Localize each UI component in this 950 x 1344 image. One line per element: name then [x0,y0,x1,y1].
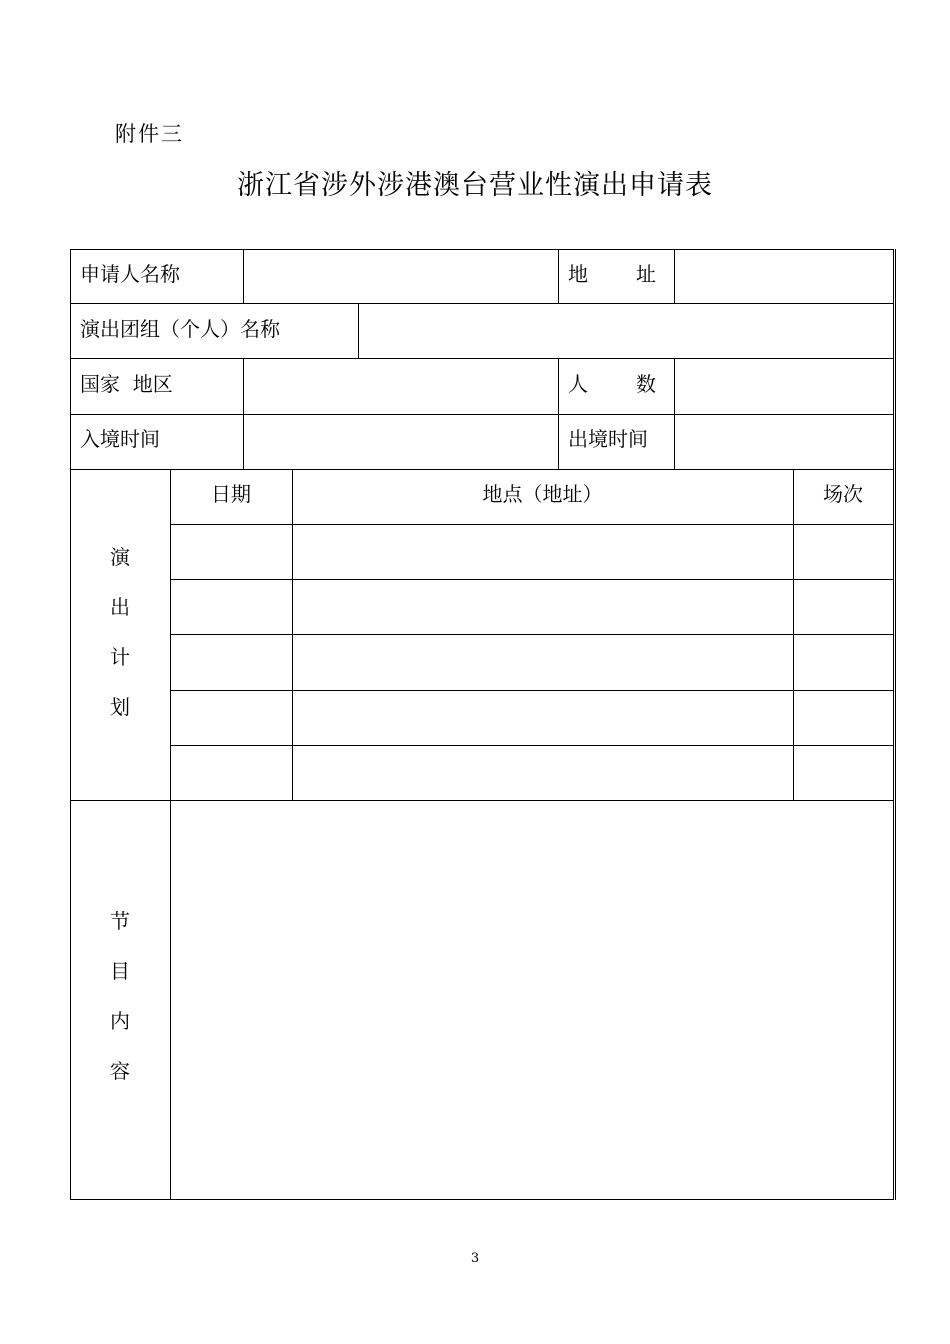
plan-sessions-cell[interactable] [794,525,892,578]
page-number: 3 [470,1251,480,1266]
entry-time-label: 入境时间 [80,427,160,451]
program-content-label: 节 目 内 容 [110,909,130,1083]
applicant-name-label: 申请人名称 [80,262,180,286]
address-label-char: 地 [568,262,588,286]
plan-date-cell[interactable] [171,691,291,744]
address-label [568,262,656,286]
headcount-field[interactable] [675,359,892,413]
exit-time-label: 出境时间 [568,427,648,451]
plan-location-cell[interactable] [293,746,792,799]
plan-location-cell[interactable] [293,635,792,689]
headcount-label-char: 人 [568,372,588,396]
attachment-label: 附件三 [115,122,184,146]
form-title: 浙江省涉外涉港澳台营业性演出申请表 [237,170,713,201]
plan-location-header: 地点（地址） [482,482,603,506]
address-label-char: 址 [636,262,656,286]
troupe-name-label: 演出团组（个人）名称 [80,317,280,341]
plan-date-cell[interactable] [171,525,291,578]
headcount-label [568,372,656,396]
plan-sessions-cell[interactable] [794,691,892,744]
plan-sessions-cell[interactable] [794,635,892,689]
headcount-label-char: 数 [636,372,656,396]
entry-time-field[interactable] [244,415,557,468]
plan-date-cell[interactable] [171,746,291,799]
program-content-field[interactable] [171,801,892,1198]
performance-plan-label: 演 出 计 划 [110,545,130,719]
plan-sessions-cell[interactable] [794,746,892,799]
country-region-field[interactable] [244,359,557,413]
plan-location-cell[interactable] [293,691,792,744]
plan-location-cell[interactable] [293,580,792,633]
plan-sessions-header: 场次 [823,482,863,506]
column-divider [558,358,559,469]
plan-sessions-cell[interactable] [794,580,892,633]
troupe-name-field[interactable] [359,304,892,357]
address-field[interactable] [675,250,892,302]
applicant-name-field[interactable] [244,250,557,302]
plan-date-cell[interactable] [171,580,291,633]
column-divider [558,249,559,303]
row-divider [70,469,894,470]
plan-date-cell[interactable] [171,635,291,689]
table-border-right [893,249,894,1200]
table-border-bottom [70,1199,894,1200]
table-border-right-double [895,249,896,1200]
exit-time-field[interactable] [675,415,892,468]
country-region-label: 国家 地区 [80,372,173,396]
plan-location-cell[interactable] [293,525,792,578]
plan-date-header: 日期 [211,482,251,506]
